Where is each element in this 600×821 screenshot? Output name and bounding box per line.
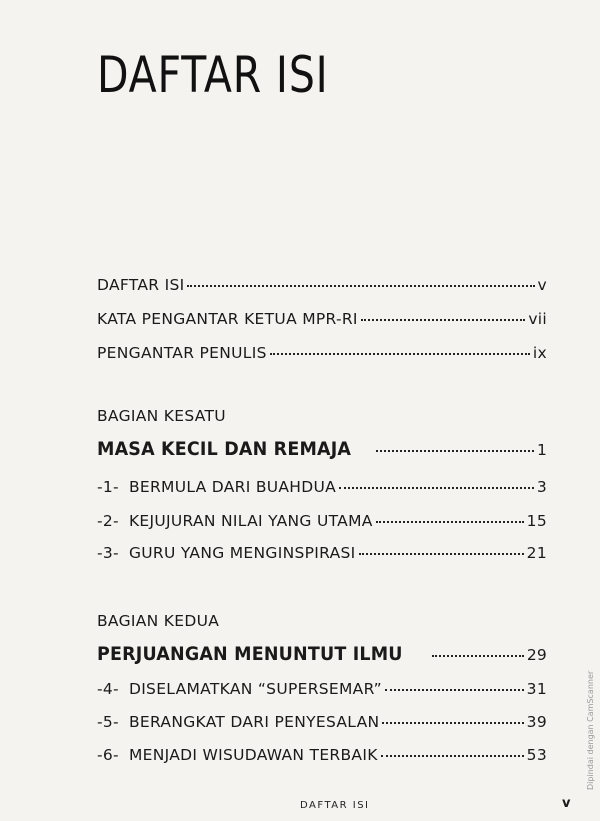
- dot-leader: [381, 755, 524, 757]
- toc-part-title[interactable]: [97, 643, 547, 665]
- toc-entry-pengantar-penulis[interactable]: [97, 344, 547, 362]
- dot-leader: [376, 450, 534, 452]
- toc-entry-page: ix: [532, 344, 547, 362]
- toc-entry-page: v: [537, 276, 547, 294]
- dot-leader: [376, 521, 524, 523]
- chapter-number: -3-: [97, 544, 119, 562]
- toc-entry-page: 31: [526, 680, 547, 698]
- toc-entry-page: 29: [526, 646, 547, 664]
- chapter-number: -5-: [97, 713, 119, 731]
- toc-entry-label: KEJUJURAN NILAI YANG UTAMA: [128, 512, 373, 530]
- toc-entry-page: 53: [526, 746, 547, 764]
- toc-entry-page: vii: [528, 310, 547, 328]
- toc-entry-label: DISELAMATKAN “SUPERSEMAR”: [128, 680, 382, 698]
- toc-entry-label: GURU YANG MENGINSPIRASI: [128, 544, 356, 562]
- toc-part-title-label: MASA KECIL DAN REMAJA: [97, 438, 352, 460]
- page-title: DAFTAR ISI: [97, 46, 329, 104]
- running-footer-title: DAFTAR ISI: [300, 800, 370, 811]
- toc-chapter[interactable]: [97, 544, 547, 562]
- toc-chapter[interactable]: [97, 680, 547, 698]
- toc-chapter[interactable]: [97, 512, 547, 530]
- toc-entry-label: KATA PENGANTAR KETUA MPR-RI: [97, 310, 358, 328]
- toc-entry-label: DAFTAR ISI: [97, 276, 185, 294]
- watermark-text: Dipindai dengan CamScanner: [586, 670, 595, 790]
- toc-part-title[interactable]: [97, 438, 547, 460]
- toc-entry-daftar-isi[interactable]: [97, 276, 547, 294]
- dot-leader: [432, 655, 524, 657]
- dot-leader: [187, 285, 534, 287]
- dot-leader: [270, 353, 530, 355]
- dot-leader: [339, 487, 534, 489]
- toc-chapter[interactable]: [97, 713, 547, 731]
- toc-entry-label: BERMULA DARI BUAHDUA: [128, 478, 337, 496]
- toc-chapter[interactable]: [97, 478, 547, 496]
- toc-entry-page: 21: [526, 544, 547, 562]
- toc-entry-label: BERANGKAT DARI PENYESALAN: [128, 713, 380, 731]
- scanner-watermark: [586, 670, 598, 790]
- toc-entry-page: 39: [526, 713, 547, 731]
- toc-entry-page: 15: [526, 512, 547, 530]
- toc-chapter[interactable]: [97, 746, 547, 764]
- toc-entry-label: MENJADI WISUDAWAN TERBAIK: [128, 746, 378, 764]
- chapter-number: -6-: [97, 746, 119, 764]
- dot-leader: [382, 722, 523, 724]
- toc-entry-page: 3: [536, 478, 547, 496]
- toc-entry-label: PENGANTAR PENULIS: [97, 344, 267, 362]
- toc-part-title-label: PERJUANGAN MENUNTUT ILMU: [97, 643, 403, 665]
- dot-leader: [385, 689, 524, 691]
- page-number: v: [562, 796, 571, 811]
- dot-leader: [361, 319, 526, 321]
- chapter-number: -2-: [97, 512, 119, 530]
- dot-leader: [359, 553, 524, 555]
- part-label: BAGIAN KEDUA: [97, 612, 220, 630]
- part-label: BAGIAN KESATU: [97, 407, 226, 425]
- chapter-number: -4-: [97, 680, 119, 698]
- toc-entry-page: 1: [536, 441, 547, 459]
- chapter-number: -1-: [97, 478, 119, 496]
- toc-entry-kata-pengantar[interactable]: [97, 310, 547, 328]
